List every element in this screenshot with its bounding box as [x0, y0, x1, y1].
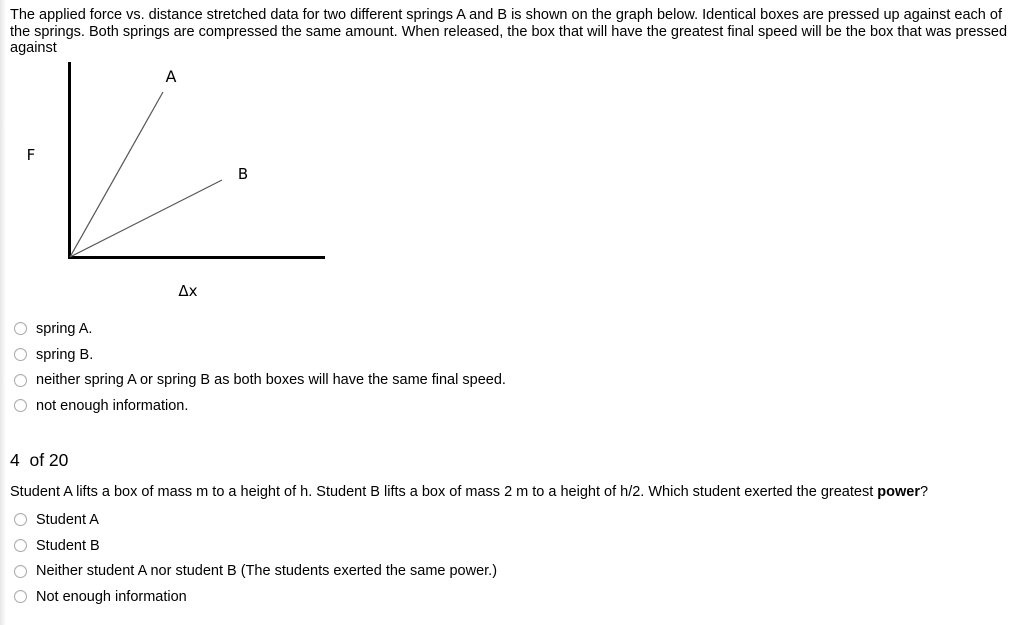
- option-label: Student A: [36, 511, 99, 528]
- option-spring-b[interactable]: [14, 342, 714, 368]
- radio-button[interactable]: [14, 539, 27, 552]
- spring-b-line: [70, 180, 222, 257]
- radio-button[interactable]: [14, 590, 27, 603]
- question2-number: 4 of 20: [10, 450, 69, 470]
- option-neither[interactable]: [14, 367, 714, 393]
- question2-text-main: Student A lifts a box of mass m to a height of h. Student B lifts a box of mass 2 m to a height of h/2. Which student exerted the greatest: [10, 484, 878, 500]
- spring-b-label: B: [237, 165, 249, 183]
- option-label: Not enough information: [36, 588, 187, 605]
- question2-text: [10, 484, 1022, 501]
- radio-button[interactable]: [14, 374, 27, 387]
- option-label: neither spring A or spring B as both boxes will have the same final speed.: [36, 372, 506, 389]
- spring-a-label: A: [165, 67, 177, 86]
- option-student-b[interactable]: [14, 533, 714, 559]
- radio-button[interactable]: [14, 348, 27, 361]
- question2-options: [14, 507, 714, 610]
- radio-button[interactable]: [14, 513, 27, 526]
- option-label: Neither student A nor student B (The students exerted the same power.): [36, 563, 498, 580]
- spring-a-line: [70, 92, 163, 257]
- radio-button[interactable]: [14, 322, 27, 335]
- option-neither-student[interactable]: [14, 558, 714, 584]
- question1-text: The applied force vs. distance stretched data for two different springs A and B is shown on the graph below. Identical boxes are pressed up against each of the springs. Both springs are compressed the same amount. When released, the box that will have the greatest final speed will be the box that was pressed against: [10, 7, 1008, 56]
- option-label: spring B.: [36, 346, 94, 363]
- option-not-enough-info[interactable]: [14, 584, 714, 610]
- force-distance-graph: [0, 60, 340, 310]
- option-label: spring A.: [36, 320, 93, 337]
- question2-text-end: ?: [919, 484, 929, 500]
- option-not-enough-info[interactable]: [14, 393, 714, 419]
- option-label: not enough information.: [36, 397, 189, 414]
- x-axis-label: Δx: [178, 282, 198, 300]
- y-axis-label: F: [26, 146, 36, 164]
- option-student-a[interactable]: [14, 507, 714, 533]
- option-spring-a[interactable]: [14, 316, 714, 342]
- option-label: Student B: [36, 537, 100, 554]
- question1-options: [14, 316, 714, 419]
- radio-button[interactable]: [14, 399, 27, 412]
- question2-text-bold: power: [877, 484, 920, 500]
- radio-button[interactable]: [14, 565, 27, 578]
